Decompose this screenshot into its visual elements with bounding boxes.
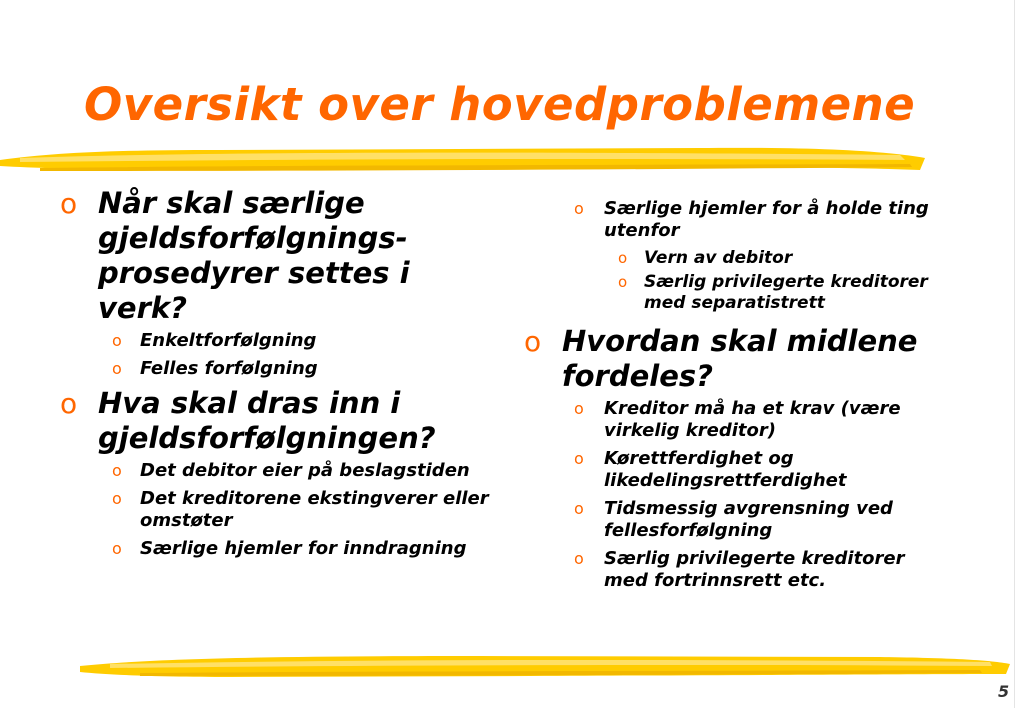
list-item bbox=[60, 460, 490, 482]
bullet-icon: o bbox=[60, 387, 78, 420]
highlighter-stroke-bottom bbox=[80, 648, 1010, 684]
question-what: Hva skal dras inn i gjeldsforfølgningen? bbox=[98, 386, 436, 455]
item-text: Særlig privilegerte kreditorer med fortrinnsrett etc. bbox=[604, 548, 905, 591]
bullet-icon: o bbox=[618, 273, 628, 291]
list-item bbox=[60, 358, 490, 380]
bullet-icon: o bbox=[112, 489, 122, 508]
bullet-icon: o bbox=[524, 325, 542, 358]
bullet-icon: o bbox=[112, 539, 122, 558]
item-text: Enkeltforfølgning bbox=[140, 330, 317, 351]
item-text: Kreditor må ha et krav (være virkelig kreditor) bbox=[604, 398, 901, 441]
list-item bbox=[60, 488, 490, 532]
bullet-icon: o bbox=[618, 249, 628, 267]
bullet-icon: o bbox=[574, 549, 584, 568]
list-item bbox=[524, 272, 954, 314]
bullet-icon: o bbox=[112, 331, 122, 350]
list-item bbox=[524, 198, 954, 242]
item-text: Særlige hjemler for å holde ting utenfor bbox=[604, 198, 929, 241]
left-column bbox=[60, 186, 490, 566]
bullet-icon: o bbox=[574, 399, 584, 418]
item-text: Særlige hjemler for inndragning bbox=[140, 538, 467, 559]
right-column bbox=[524, 198, 954, 598]
list-item bbox=[60, 538, 490, 560]
item-text: Kørettferdighet og likedelingsrettferdighet bbox=[604, 448, 847, 491]
list-item bbox=[60, 386, 490, 456]
item-text: Særlig privilegerte kreditorer med separatistrett bbox=[644, 272, 928, 313]
slide-right-edge bbox=[1014, 0, 1015, 708]
list-item bbox=[524, 548, 954, 592]
highlighter-stroke-top bbox=[0, 140, 925, 180]
list-item bbox=[524, 498, 954, 542]
question-when: Når skal særlige gjeldsforfølgnings-prosedyrer settes i verk? bbox=[98, 186, 410, 325]
list-item bbox=[524, 324, 954, 394]
page-number: 5 bbox=[998, 682, 1010, 701]
list-item bbox=[60, 186, 490, 326]
bullet-icon: o bbox=[112, 461, 122, 480]
list-item bbox=[524, 398, 954, 442]
list-item bbox=[60, 330, 490, 352]
list-item bbox=[524, 448, 954, 492]
item-text: Det kreditorene ekstingverer eller omstøter bbox=[140, 488, 489, 531]
item-text: Felles forfølgning bbox=[140, 358, 318, 379]
bullet-icon: o bbox=[574, 449, 584, 468]
bullet-icon: o bbox=[574, 499, 584, 518]
slide-title: Oversikt over hovedproblemene bbox=[84, 78, 916, 131]
item-text: Vern av debitor bbox=[644, 248, 793, 268]
list-item bbox=[524, 248, 954, 269]
bullet-icon: o bbox=[112, 359, 122, 378]
bullet-icon: o bbox=[574, 199, 584, 218]
item-text: Det debitor eier på beslagstiden bbox=[140, 460, 470, 481]
bullet-icon: o bbox=[60, 187, 78, 220]
question-how: Hvordan skal midlene fordeles? bbox=[562, 324, 918, 393]
item-text: Tidsmessig avgrensning ved fellesforfølgning bbox=[604, 498, 893, 541]
